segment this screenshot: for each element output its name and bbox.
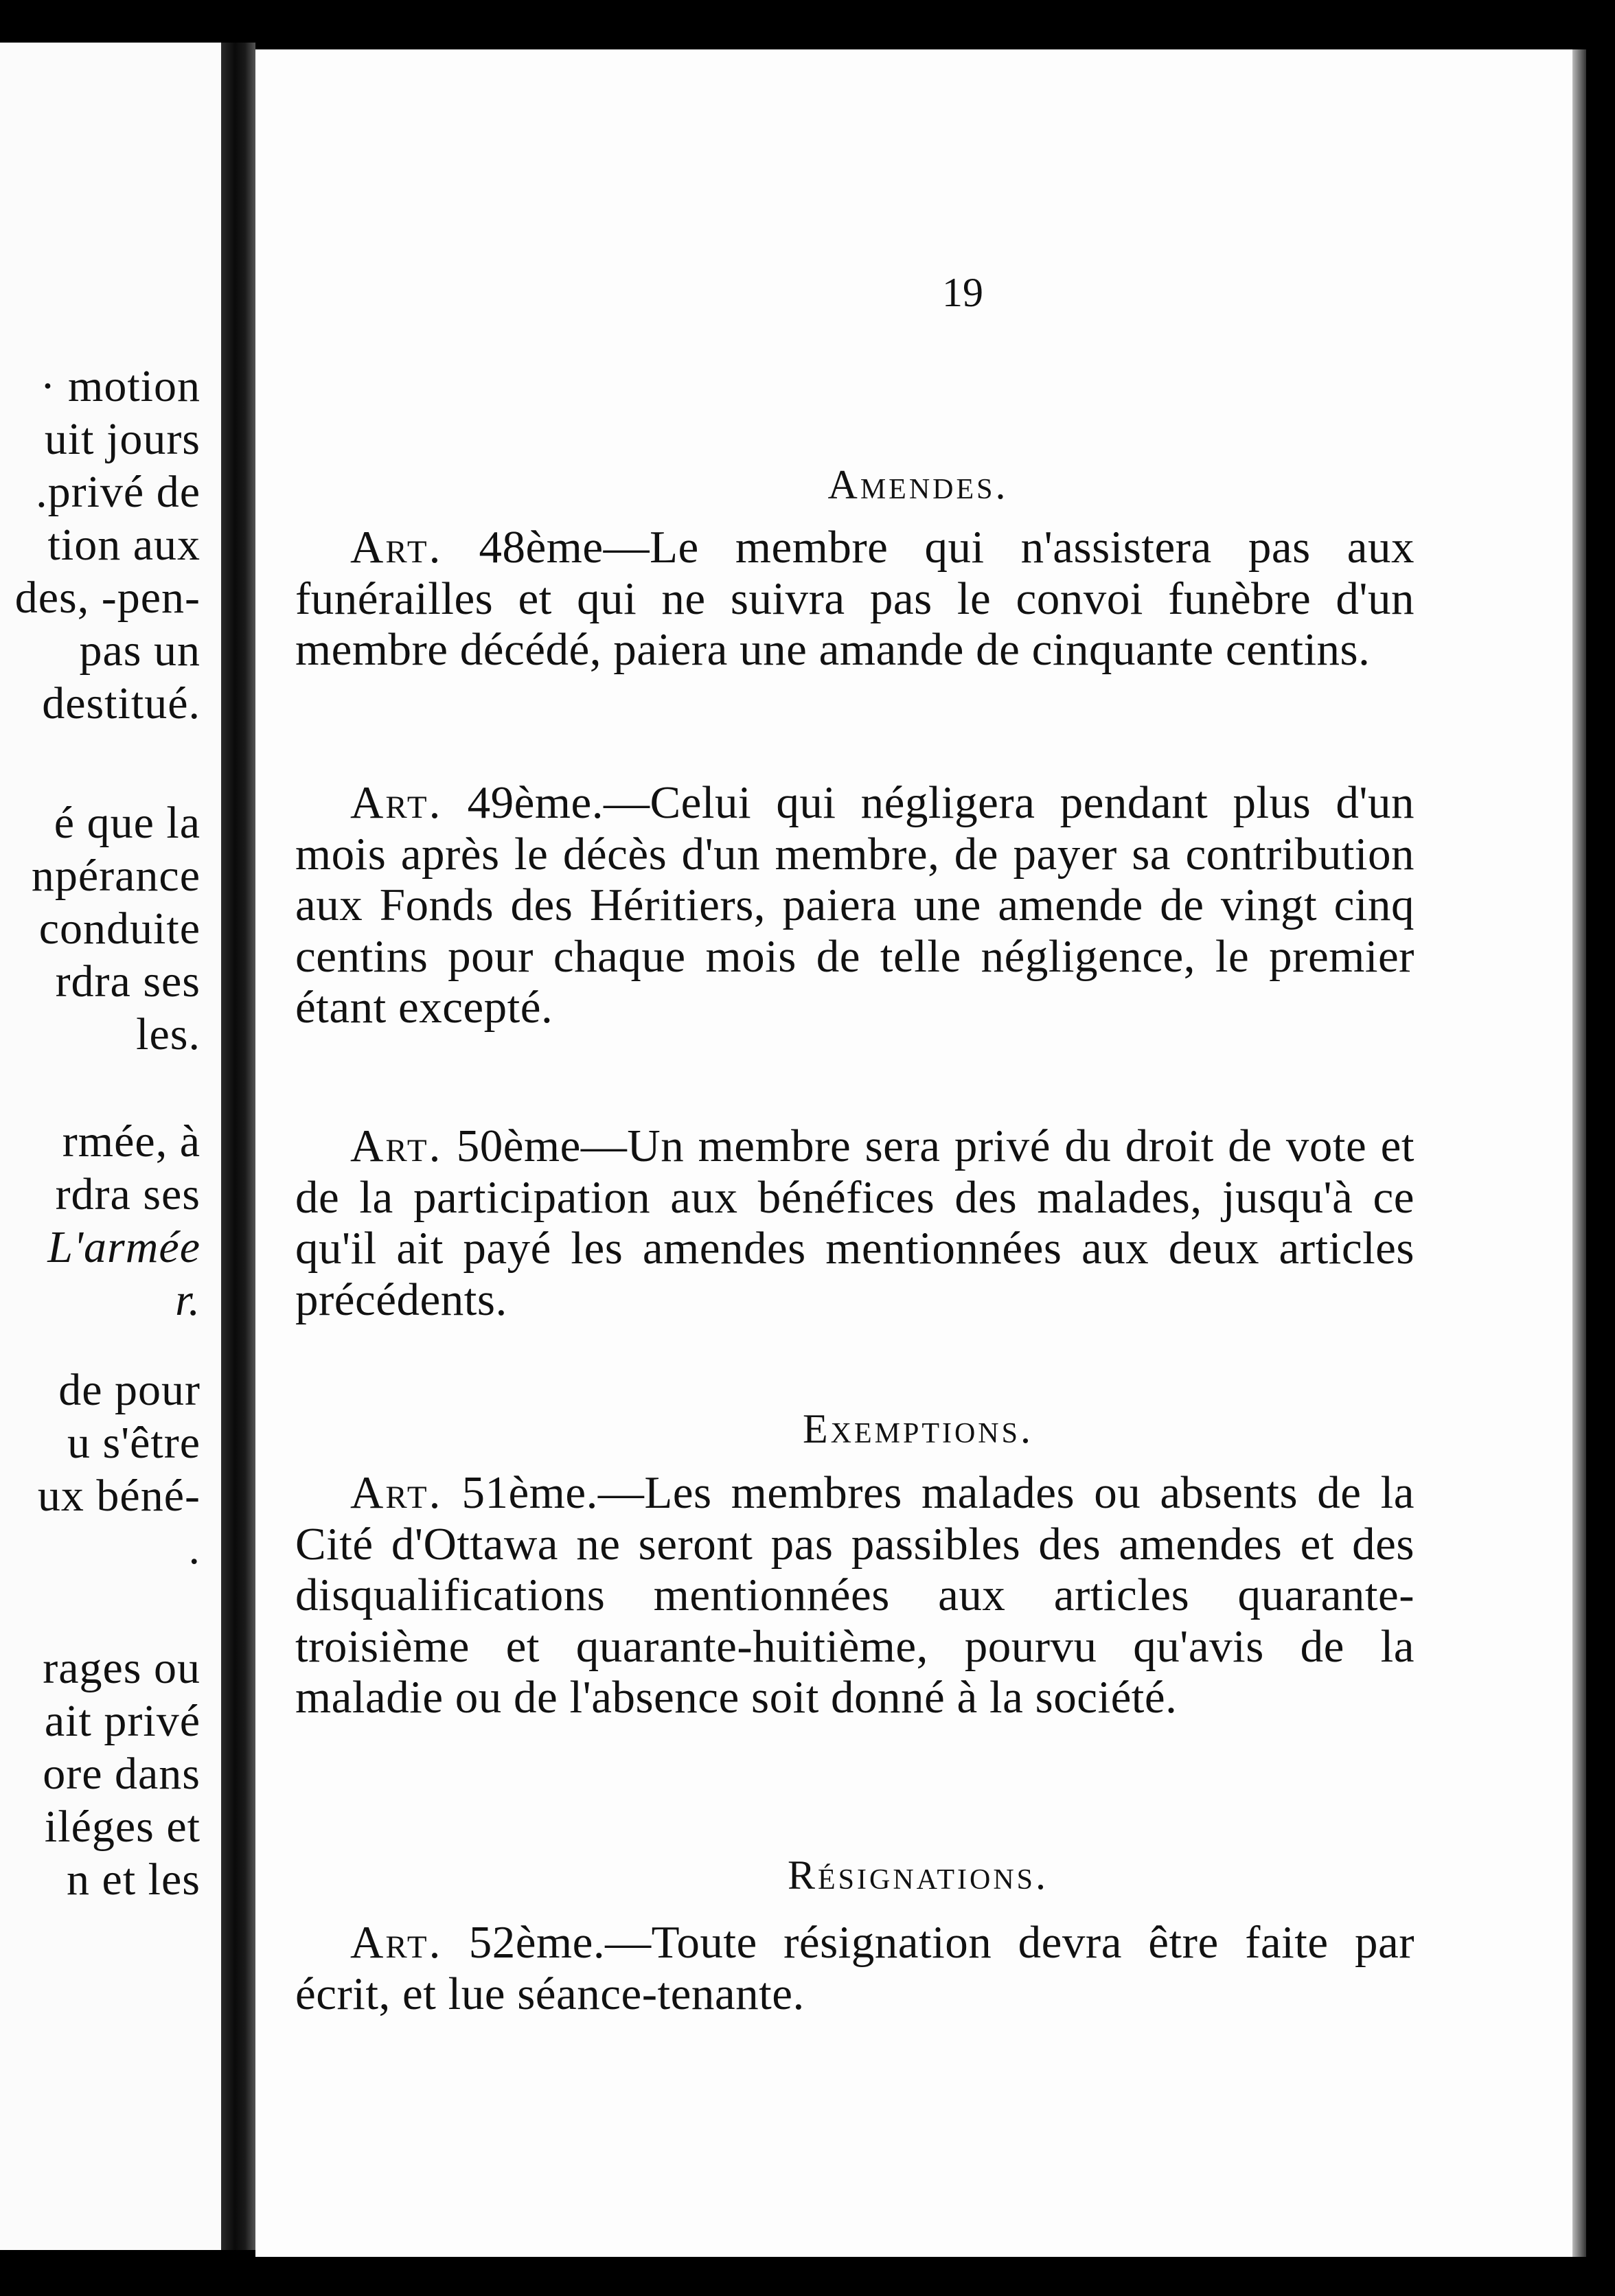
article-49 [295,777,1414,1033]
section-heading-amendes: Amendes. [827,462,1009,507]
left-facing-page [0,43,221,2250]
left-page-line: rdra ses [55,1169,201,1219]
left-page-line: u s'être [67,1418,201,1468]
article-48 [295,522,1414,676]
section-heading-exemptions: Exemptions. [802,1406,1033,1451]
left-page-line: uit jours [44,414,201,464]
article-label: Art. [350,1121,443,1171]
left-page-line: rmée, à [62,1116,201,1167]
article-text: —Celui qui négligera pendant plus d'un mois après le décès d'un membre, de payer sa contribution aux Fonds des Héritiers, paiera une amende de vingt cinq centins pour chaque mois de telle négligence, le premier étant excepté. [295,777,1414,1033]
article-label: Art. [350,1467,443,1518]
article-52 [295,1917,1414,2019]
article-text: —Les membres malades ou absents de la Cité d'Ottawa ne seront pas passibles des amendes et des disqualifications mentionnées aux articles quarante-troisième et quarante-huitième, pourvu qu'avis de la maladie ou de l'absence soit donné à la société. [295,1467,1414,1723]
left-page-line: · motion [40,361,201,411]
left-page-line: ait privé [44,1696,201,1746]
left-page-line: destitué. [42,678,201,728]
left-page-line: iléges et [44,1802,201,1852]
article-number: 48ème [479,522,604,573]
left-page-line: npérance [31,851,201,901]
left-page-line: rdra ses [55,956,201,1007]
left-page-line: de pour [58,1365,201,1415]
page-edge-shadow [1572,49,1586,2257]
article-text: —Toute résignation devra être faite par écrit, et lue séance-tenante. [295,1917,1415,2019]
article-label: Art. [350,777,443,828]
article-number: 51ème. [461,1467,598,1518]
left-page-line: L'armée [47,1222,201,1272]
article-number: 52ème. [468,1917,606,1968]
left-page-line: tion aux [47,520,201,570]
left-page-line: pas un [79,625,201,676]
article-text: —Le membre qui n'assistera pas aux funérailles et qui ne suivra pas le convoi funèbre d'un membre décédé, paiera une amande de cinquante centins. [295,522,1414,675]
article-number: 49ème. [467,777,604,828]
article-51 [295,1467,1414,1723]
left-page-line: n et les [67,1855,201,1905]
left-page-line: . [188,1524,201,1574]
book-gutter [221,43,255,2250]
left-page-line: ore dans [43,1749,201,1799]
left-page-line: rages ou [43,1643,201,1693]
section-heading-resignations: Résignations. [787,1852,1049,1898]
left-page-line: des, -pen- [14,573,201,623]
left-page-line: é que la [54,798,201,848]
main-page [255,49,1581,2257]
left-page-line: conduite [38,904,201,954]
article-text: —Un membre sera privé du droit de vote et de la participation aux bénéfices des malades, jusqu'à ce qu'il ait payé les amendes mentionnées aux deux articles précédents. [295,1121,1414,1325]
article-label: Art. [350,1917,443,1968]
article-label: Art. [350,522,443,573]
article-number: 50ème [456,1121,581,1171]
left-page-line: .privé de [36,467,201,517]
left-page-line: les. [136,1009,201,1059]
left-page-line: ux béné- [37,1471,201,1521]
article-50 [295,1121,1414,1325]
page-number: 19 [942,270,983,315]
left-page-line: r. [175,1275,201,1325]
